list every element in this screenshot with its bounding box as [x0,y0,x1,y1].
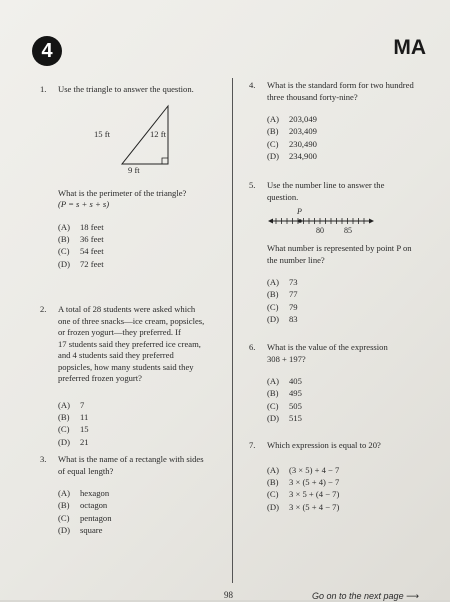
question-2 [40,304,220,448]
answer-choice-a[interactable]: (A) 405 [267,376,302,386]
question-3 [40,454,220,537]
question-stem: What is the name of a rectangle with sides of equal length? [58,454,204,476]
answer-choice-b[interactable]: (B) 3 × (5 + 4) − 7 [267,476,340,487]
question-number: 1. [40,84,47,94]
answer-choice-d[interactable]: (D) 515 [267,413,302,424]
question-prompt: What is the perimeter of the triangle? [58,187,187,198]
answer-choice-b[interactable]: (B) 11 [58,411,89,422]
page-number: 98 [224,590,233,600]
question-number: 2. [40,304,47,314]
question-stem: Which expression is equal to 20? [267,440,381,450]
question-7 [249,440,429,513]
answer-choice-a[interactable]: (A) (3 × 5) + 4 − 7 [267,464,340,475]
answer-choice-c[interactable]: (C) 15 [58,424,89,435]
answer-choices [58,399,220,449]
question-stem: A total of 28 students were asked which one of three snacks—ice cream, popsicles, or frozen yogurt—they preferred. If 17 students said they preferred ice cream, and 4 students said they preferred popsicles, how many students said they preferred frozen yogurt? [58,304,205,383]
answer-choice-a[interactable]: (A) hexagon [58,488,110,498]
column-divider [232,78,233,583]
answer-choice-d[interactable]: (D) 72 feet [58,258,104,269]
answer-choices [267,375,429,425]
answer-choice-b[interactable]: (B) 36 feet [58,233,104,244]
answer-choice-c[interactable]: (C) 505 [267,400,302,411]
answer-choice-c[interactable]: (C) 54 feet [58,246,104,257]
answer-choice-a[interactable]: (A) 73 [267,277,298,287]
question-number: 6. [249,342,256,352]
answer-choice-b[interactable]: (B) 495 [267,388,302,399]
question-5 [249,180,429,326]
answer-choice-d[interactable]: (D) 234,900 [267,151,317,162]
answer-choice-c[interactable]: (C) 3 × 5 + (4 − 7) [267,489,340,500]
next-page-text: Go on to the next page [312,591,404,601]
question-stem: Use the number line to answer the question. [267,180,385,202]
triangle-height-label: 12 ft [150,128,166,139]
question-number: 4. [249,80,256,90]
tick-label-85: 85 [344,226,352,235]
point-p-label: P [297,207,302,216]
answer-choice-c[interactable]: (C) pentagon [58,512,112,523]
number-line-figure [267,207,429,237]
question-stem: What is the standard form for two hundred three thousand forty-nine? [267,80,414,102]
answer-choice-b[interactable]: (B) octagon [58,500,108,511]
question-number: 7. [249,440,256,450]
answer-choice-b[interactable]: (B) 77 [267,289,298,300]
answer-choice-d[interactable]: (D) 21 [58,436,89,447]
answer-choices [58,487,220,537]
tick-label-80: 80 [316,226,324,235]
answer-choice-a[interactable]: (A) 18 feet [58,221,104,232]
answer-choice-a[interactable]: (A) 7 [58,399,85,410]
question-prompt: What number is represented by point P on the number line? [267,243,412,265]
answer-choices [267,276,429,326]
answer-choice-d[interactable]: (D) square [58,525,103,536]
question-stem: Use the triangle to answer the question. [58,84,194,94]
answer-choice-c[interactable]: (C) 230,490 [267,138,317,149]
answer-choice-d[interactable]: (D) 3 × (5 + 4 − 7) [267,501,340,512]
perimeter-formula: (P = s + s + s) [58,199,110,209]
triangle-hypotenuse-label: 15 ft [94,128,110,139]
arrow-right-icon: ⟶ [406,591,419,601]
triangle-base-label: 9 ft [128,164,140,175]
state-code: MA [393,36,426,59]
answer-choices [58,221,220,271]
question-number: 3. [40,454,47,464]
question-6 [249,342,429,425]
question-stem: What is the value of the expression 308 + 197? [267,342,388,364]
question-number: 5. [249,180,256,190]
question-4 [249,80,429,163]
next-page-prompt [312,591,419,602]
answer-choices [267,464,429,514]
answer-choice-c[interactable]: (C) 79 [267,301,298,312]
answer-choice-b[interactable]: (B) 203,409 [267,126,317,137]
triangle-figure [58,104,220,174]
answer-choice-a[interactable]: (A) 203,049 [267,114,317,124]
answer-choice-d[interactable]: (D) 83 [267,314,298,325]
section-badge: 4 [32,36,62,66]
triangle-diagram [108,104,228,174]
question-1 [40,84,220,270]
answer-choices [267,113,429,163]
